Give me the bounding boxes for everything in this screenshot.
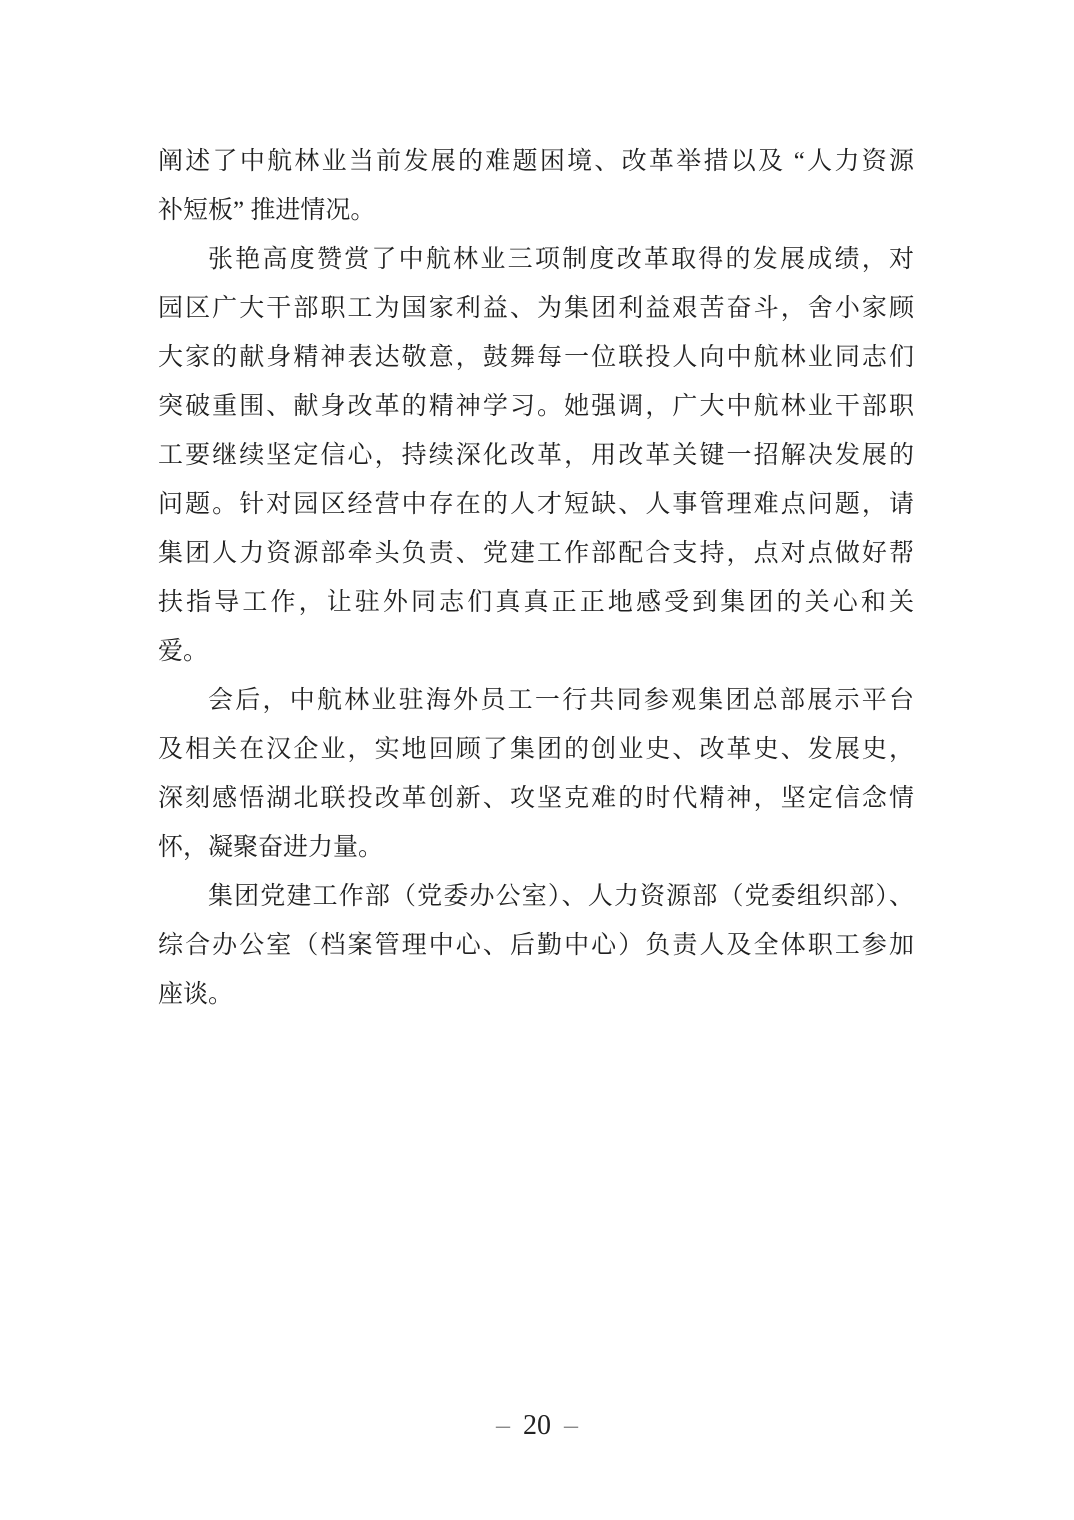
text-line: 工要继续坚定信心，持续深化改革，用改革关键一招解决发展的 — [158, 442, 914, 469]
text-line: 座谈。 — [158, 981, 234, 1008]
text-line: 阐述了中航林业当前发展的难题困境、改革举措以及 “人力资源 — [158, 148, 914, 175]
text-line: 大家的献身精神表达敬意，鼓舞每一位联投人向中航林业同志们 — [158, 344, 914, 371]
text-line: 深刻感悟湖北联投改革创新、攻坚克难的时代精神，坚定信念情 — [158, 785, 914, 812]
text-line: 综合办公室（档案管理中心、后勤中心）负责人及全体职工参加 — [158, 932, 914, 959]
text-line: 及相关在汉企业，实地回顾了集团的创业史、改革史、发展史， — [158, 736, 914, 763]
text-line: 爱。 — [158, 638, 209, 665]
text-line: 会后，中航林业驻海外员工一行共同参观集团总部展示平台 — [208, 687, 914, 714]
text-line: 园区广大干部职工为国家利益、为集团利益艰苦奋斗，舍小家顾 — [158, 295, 914, 322]
page-number-dash-left: – — [496, 1410, 510, 1441]
text-line: 问题。针对园区经营中存在的人才短缺、人事管理难点问题，请 — [158, 491, 914, 518]
page-footer — [0, 1408, 1074, 1444]
text-line: 怀，凝聚奋进力量。 — [158, 834, 384, 861]
page-number-dash-right: – — [564, 1410, 578, 1441]
document-body — [158, 137, 914, 1019]
text-line: 突破重围、献身改革的精神学习。她强调，广大中航林业干部职 — [158, 393, 914, 420]
text-line: 集团人力资源部牵头负责、党建工作部配合支持，点对点做好帮 — [158, 540, 914, 567]
page-number: 20 — [523, 1410, 551, 1441]
text-line: 张艳高度赞赏了中航林业三项制度改革取得的发展成绩，对 — [208, 246, 914, 273]
text-line: 扶指导工作，让驻外同志们真真正正地感受到集团的关心和关 — [158, 589, 914, 616]
text-line: 集团党建工作部（党委办公室）、人力资源部（党委组织部）、 — [208, 883, 914, 910]
text-line: 补短板” 推进情况。 — [158, 197, 376, 224]
